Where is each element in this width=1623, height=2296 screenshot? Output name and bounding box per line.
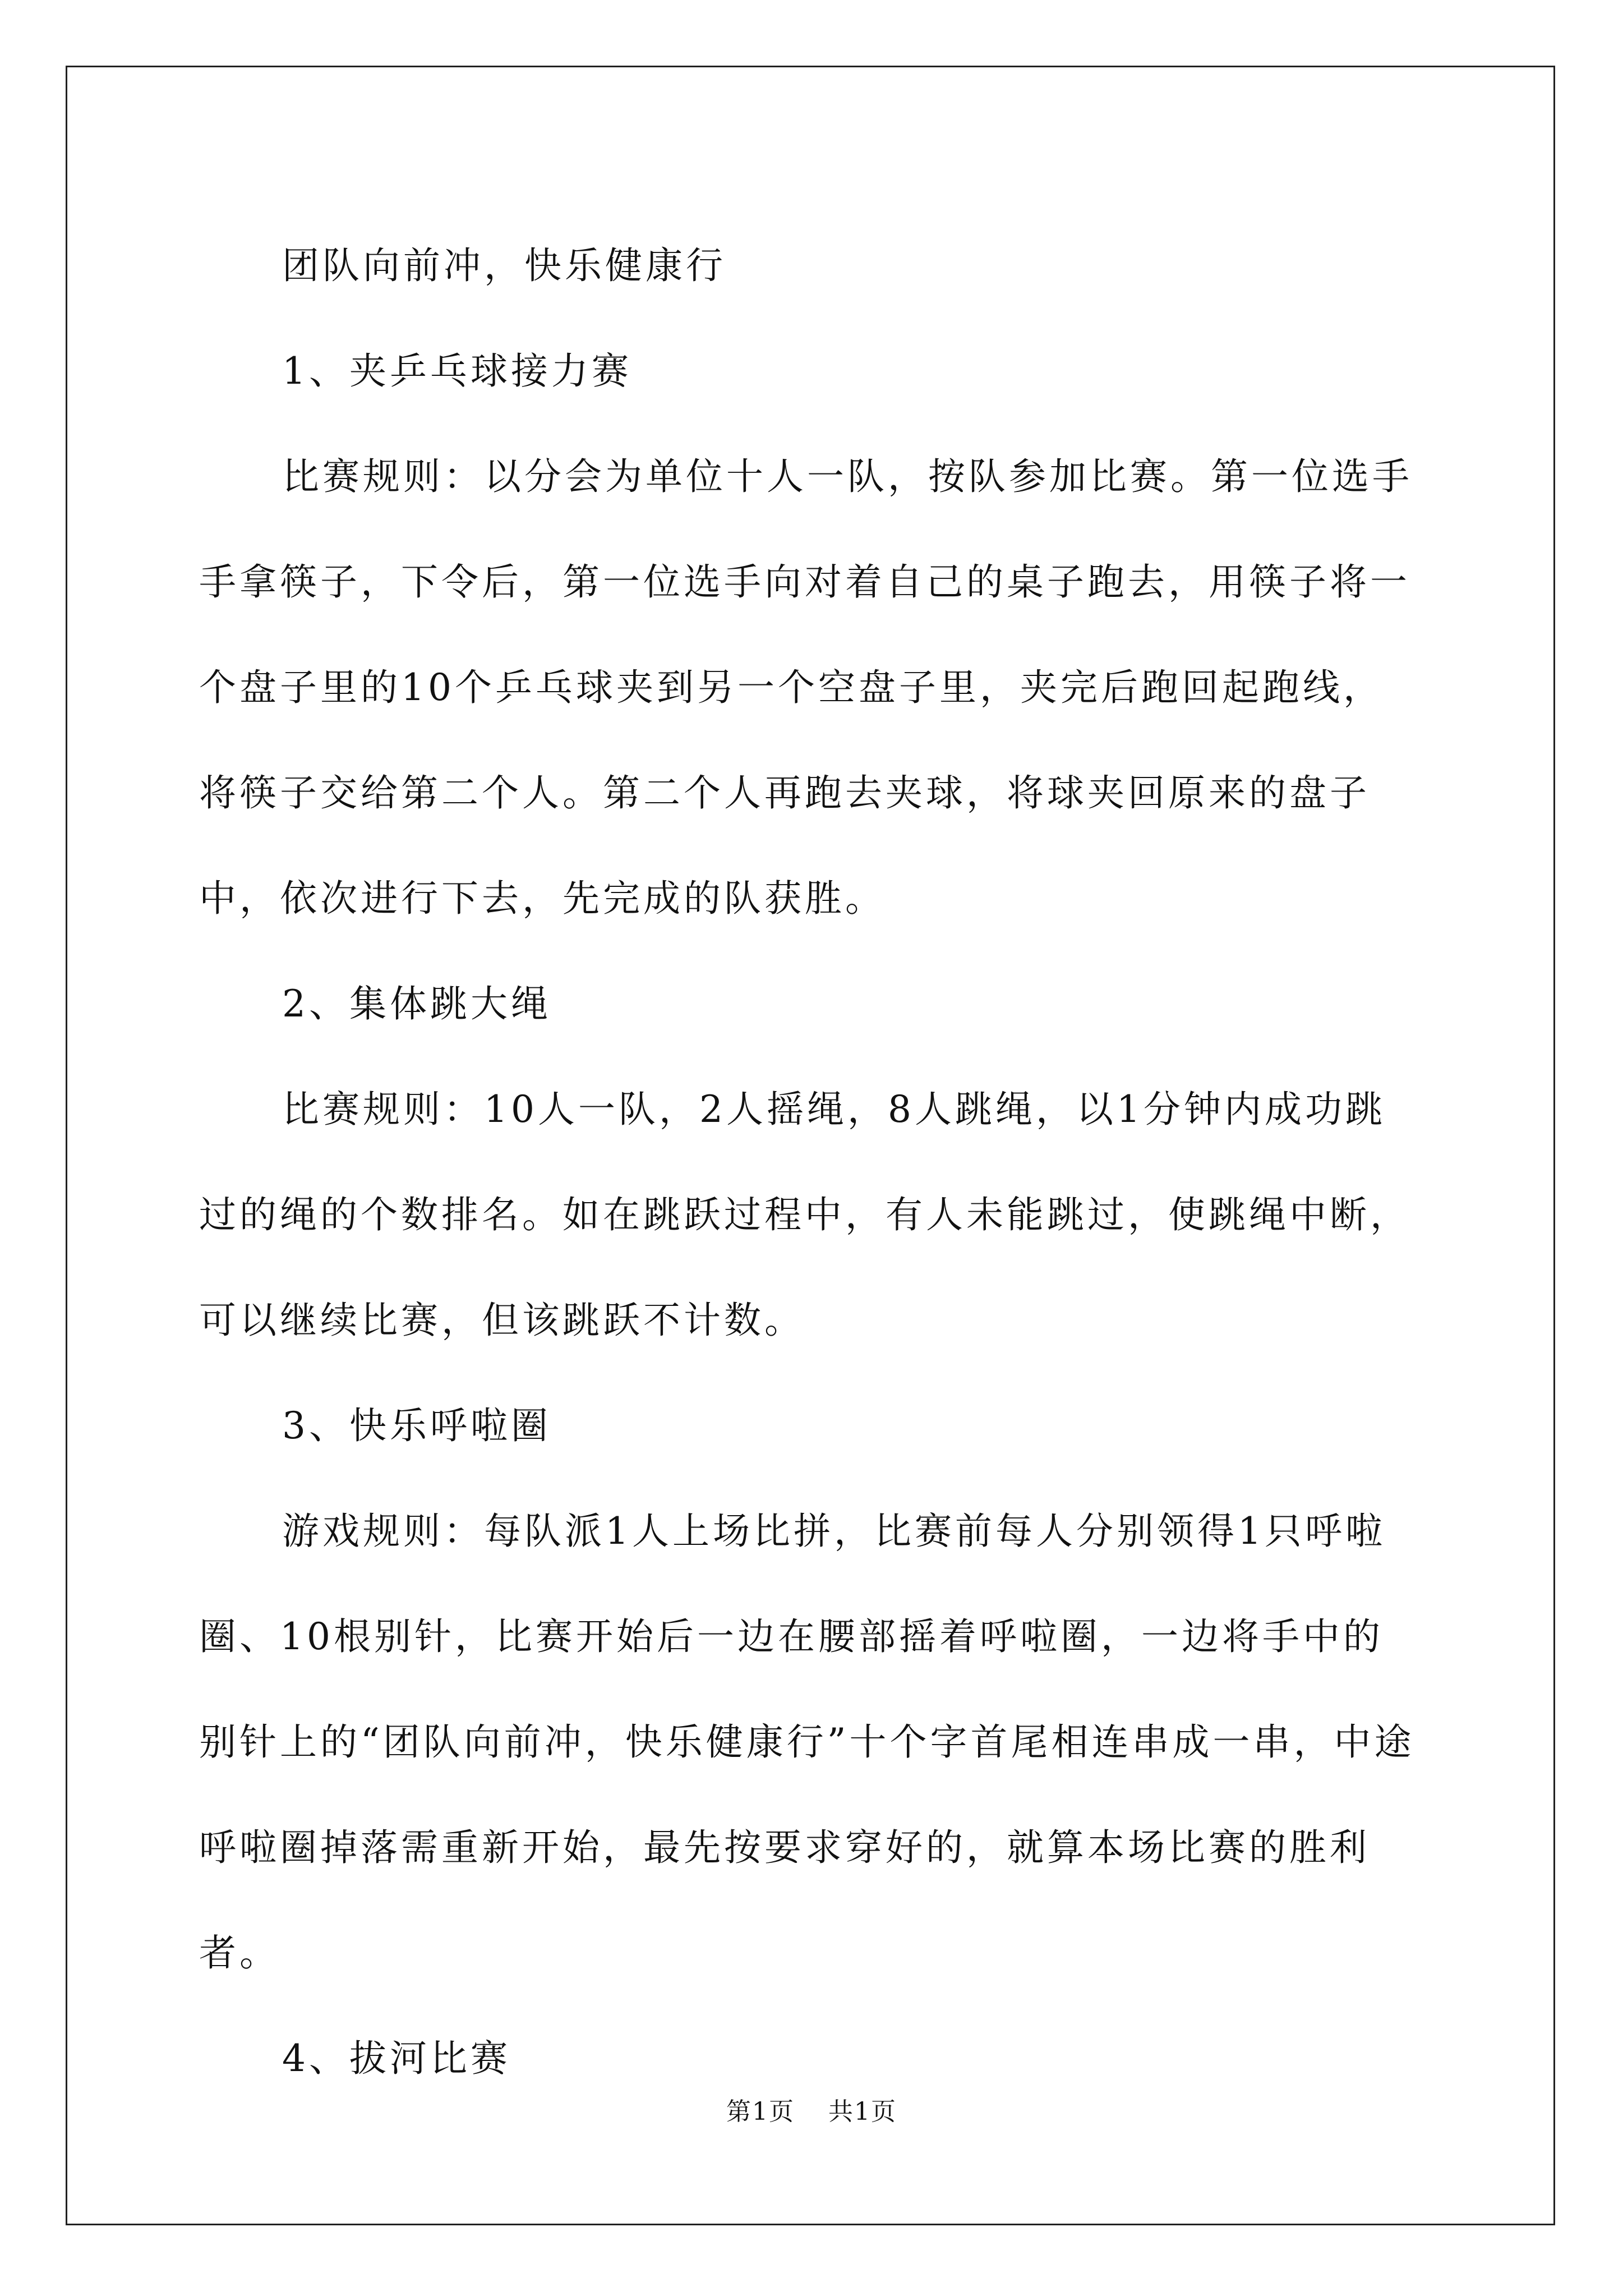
section-body-2: 比赛规则：10人一队，2人摇绳，8人跳绳，以1分钟内成功跳过的绳的个数排名。如在跳跃过程中，有人未能跳过，使跳绳中断，可以继续比赛，但该跳跃不计数。 — [199, 1088, 1410, 1342]
document-body — [199, 213, 1422, 2111]
document-title: 团队向前冲，快乐健康行 — [282, 244, 726, 287]
section-heading-3: 3、快乐呼啦圈 — [282, 1404, 551, 1447]
page-number: 第1页 — [726, 2097, 795, 2126]
section-body-1: 比赛规则：以分会为单位十人一队，按队参加比赛。第一位选手手拿筷子，下令后，第一位选手向对着自己的桌子跑去，用筷子将一个盘子里的10个乒乓球夹到另一个空盘子里，夹完后跑回起跑线，将筷子交给第二个人。第二个人再跑去夹球，将球夹回原来的盘子中，依次进行下去，先完成的队获胜。 — [199, 455, 1413, 920]
section-body-3: 游戏规则：每队派1人上场比拼，比赛前每人分别领得1只呼啦圈、10根别针，比赛开始后一边在腰部摇着呼啦圈，一边将手中的别针上的“团队向前冲，快乐健康行”十个字首尾相连串成一串，中途呼啦圈掉落需重新开始，最先按要求穿好的，就算本场比赛的胜利者。 — [199, 1510, 1415, 1975]
section-heading-2: 2、集体跳大绳 — [282, 982, 551, 1025]
page-footer — [0, 2095, 1623, 2129]
section-heading-4: 4、拔河比赛 — [282, 2037, 511, 2080]
page-total: 共1页 — [828, 2097, 897, 2126]
section-heading-1: 1、夹乒乓球接力赛 — [282, 349, 632, 393]
